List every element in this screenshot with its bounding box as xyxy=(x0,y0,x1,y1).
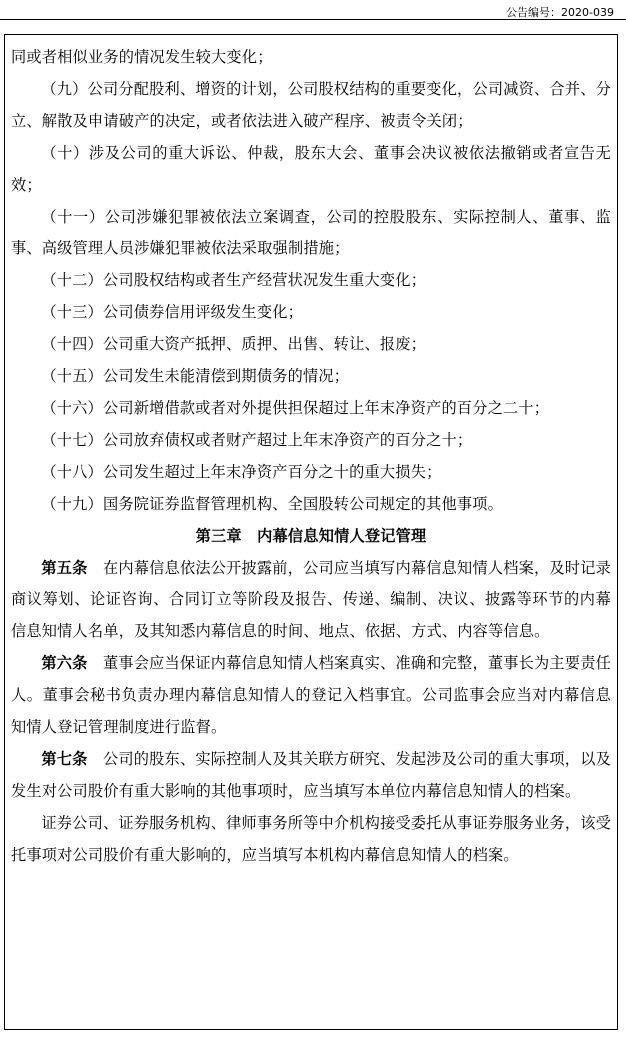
list-item-17: （十七）公司放弃债权或者财产超过上年末净资产的百分之十； xyxy=(41,430,473,449)
header-rule xyxy=(0,19,626,20)
page-header xyxy=(0,0,626,28)
list-item-11: （十一）公司涉嫌犯罪被依法立案调查，公司的控股股东、实际控制人、董事、监事、高级管理人员涉嫌犯罪被依法采取强制措施； xyxy=(11,207,611,258)
article-6-label: 第六条 xyxy=(41,654,88,673)
document-body xyxy=(11,42,611,872)
document-number: 公告编号：2020-039 xyxy=(506,6,614,19)
list-item-13: （十三）公司债券信用评级发生变化； xyxy=(41,303,303,322)
list-item-10: （十）涉及公司的重大诉讼、仲裁，股东大会、董事会决议被依法撤销或者宣告无效； xyxy=(11,143,611,194)
article-7-text: 公司的股东、实际控制人及其关联方研究、发起涉及公司的重大事项，以及发生对公司股价有重大影响的其他事项时，应当填写本单位内幕信息知情人的档案。 xyxy=(11,749,611,800)
list-item-19: （十九）国务院证券监督管理机构、全国股转公司规定的其他事项。 xyxy=(41,494,504,513)
article-6-text: 董事会应当保证内幕信息知情人档案真实、准确和完整，董事长为主要责任人。董事会秘书负责办理内幕信息知情人的登记入档事宜。公司监事会应当对内幕信息知情人登记管理制度进行监督。 xyxy=(11,654,611,737)
article-6 xyxy=(11,648,611,744)
paragraph-continuation: 同或者相似业务的情况发生较大变化； xyxy=(11,48,273,66)
chapter-title: 第三章 内幕信息知情人登记管理 xyxy=(195,526,427,545)
article-7 xyxy=(11,744,611,808)
article-5-label: 第五条 xyxy=(41,558,88,577)
list-item-16: （十六）公司新增借款或者对外提供担保超过上年末净资产的百分之二十； xyxy=(41,398,550,417)
list-item-9: （九）公司分配股利、增资的计划，公司股权结构的重要变化，公司减资、合并、分立、解散及申请破产的决定，或者依法进入破产程序、被责令关闭； xyxy=(11,79,611,130)
article-5-text: 在内幕信息依法公开披露前，公司应当填写内幕信息知情人档案，及时记录商议筹划、论证咨询、合同订立等阶段及报告、传递、编制、决议、披露等环节的内幕信息知情人名单，及其知悉内幕信息的时间、地点、依据、方式、内容等信息。 xyxy=(11,558,611,641)
list-item-12: （十二）公司股权结构或者生产经营状况发生重大变化； xyxy=(41,271,427,290)
article-7-paragraph-2: 证券公司、证券服务机构、律师事务所等中介机构接受委托从事证券服务业务，该受托事项对公司股价有重大影响的，应当填写本机构内幕信息知情人的档案。 xyxy=(11,813,611,864)
list-item-14: （十四）公司重大资产抵押、质押、出售、转让、报废； xyxy=(41,335,427,354)
list-item-18: （十八）公司发生超过上年末净资产百分之十的重大损失； xyxy=(41,462,442,481)
list-item-15: （十五）公司发生未能清偿到期债务的情况； xyxy=(41,367,350,386)
article-5 xyxy=(11,553,611,649)
article-7-label: 第七条 xyxy=(41,749,88,768)
